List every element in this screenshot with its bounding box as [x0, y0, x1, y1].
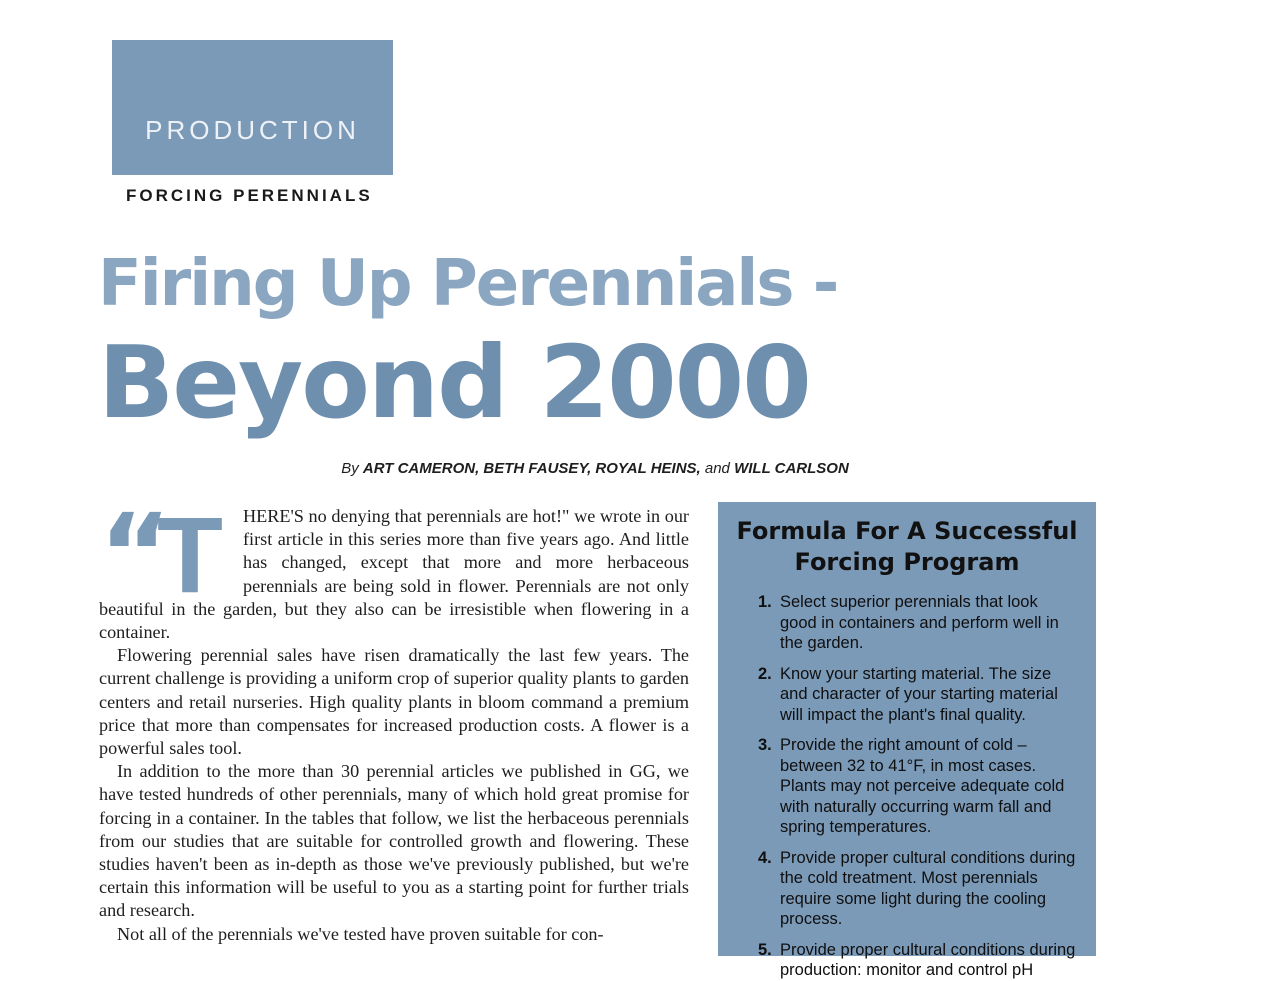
item-number: 4. — [758, 848, 772, 867]
byline — [0, 460, 1190, 477]
sidebar-list-item — [758, 848, 1078, 930]
byline-last-author: WILL CARLSON — [734, 460, 849, 477]
drop-cap-quote: “ — [99, 490, 162, 618]
article-paragraph: Not all of the perennials we've tested have proven suitable for con- — [117, 923, 604, 944]
item-text: Know your starting material. The size and character of your starting material will impact the plant's final quality. — [780, 664, 1058, 724]
sidebar-list-item — [758, 592, 1078, 654]
article-paragraph: In addition to the more than 30 perennial articles we published in GG, we have tested hundreds of other perennials, many of which hold great promise for forcing in a container. In the tables that follow, we list the herbaceous perennials from our studies that are suitable for controlled growth and flowering. These studies haven't been as in-depth as those we've previously published, but we're certain this information will be useful to you as a starting point for further trials and research. — [99, 761, 689, 921]
drop-cap-letter: T — [157, 494, 223, 615]
item-number: 5. — [758, 940, 772, 959]
article-paragraph: HERE'S no denying that perennials are hot!" we wrote in our first article in this series more than five years ago. And little has changed, except that more and more herbaceous perennials are being sold in flower. Perennials are not only beautiful in the garden, but they also can be irresistible when flowering in a container. — [99, 506, 689, 643]
article-paragraph: Flowering perennial sales have risen dramatically the last few years. The current challenge is providing a uniform crop of superior quality plants to garden centers and retail nurseries. High quality plants in bloom command a premium price that more than compensates for increased production costs. A flower is a powerful sales tool. — [99, 645, 689, 759]
byline-authors: ART CAMERON, BETH FAUSEY, ROYAL HEINS, — [362, 460, 701, 477]
sidebar-box — [718, 502, 1096, 979]
byline-and: and — [704, 460, 730, 477]
headline-line-2: Beyond 2000 — [98, 324, 810, 441]
drop-cap — [99, 490, 243, 618]
section-header-box — [112, 40, 393, 175]
sidebar-title-line-1: Formula For A Successful — [736, 517, 1078, 545]
section-label: PRODUCTION — [145, 115, 360, 145]
item-number: 3. — [758, 736, 772, 754]
sidebar-title — [718, 516, 1096, 578]
sidebar-list-item — [758, 940, 1078, 981]
item-text: Select superior perennials that look good in containers and perform well in the garden. — [780, 593, 1059, 652]
sidebar-list-item — [758, 664, 1078, 726]
item-text: Provide the right amount of cold – between 32 to 41°F, in most cases. Plants may not perceive adequate cold with naturally occurring warm fall and spring temperatures. — [780, 736, 1065, 836]
article-body — [99, 490, 689, 946]
sidebar-title-line-2: Forcing Program — [794, 548, 1020, 576]
item-number: 1. — [758, 593, 772, 611]
byline-prefix: By — [341, 460, 359, 477]
headline-line-1: Firing Up Perennials - — [98, 247, 838, 321]
item-text: Provide proper cultural conditions during the cold treatment. Most perennials require some light during the cooling process. — [780, 848, 1076, 928]
sidebar-list — [718, 592, 1096, 981]
item-number: 2. — [758, 664, 772, 683]
headline — [98, 240, 838, 441]
kicker: FORCING PERENNIALS — [126, 186, 373, 205]
sidebar-list-item — [758, 735, 1078, 838]
item-text: Provide proper cultural conditions during production: monitor and control pH — [780, 940, 1076, 979]
